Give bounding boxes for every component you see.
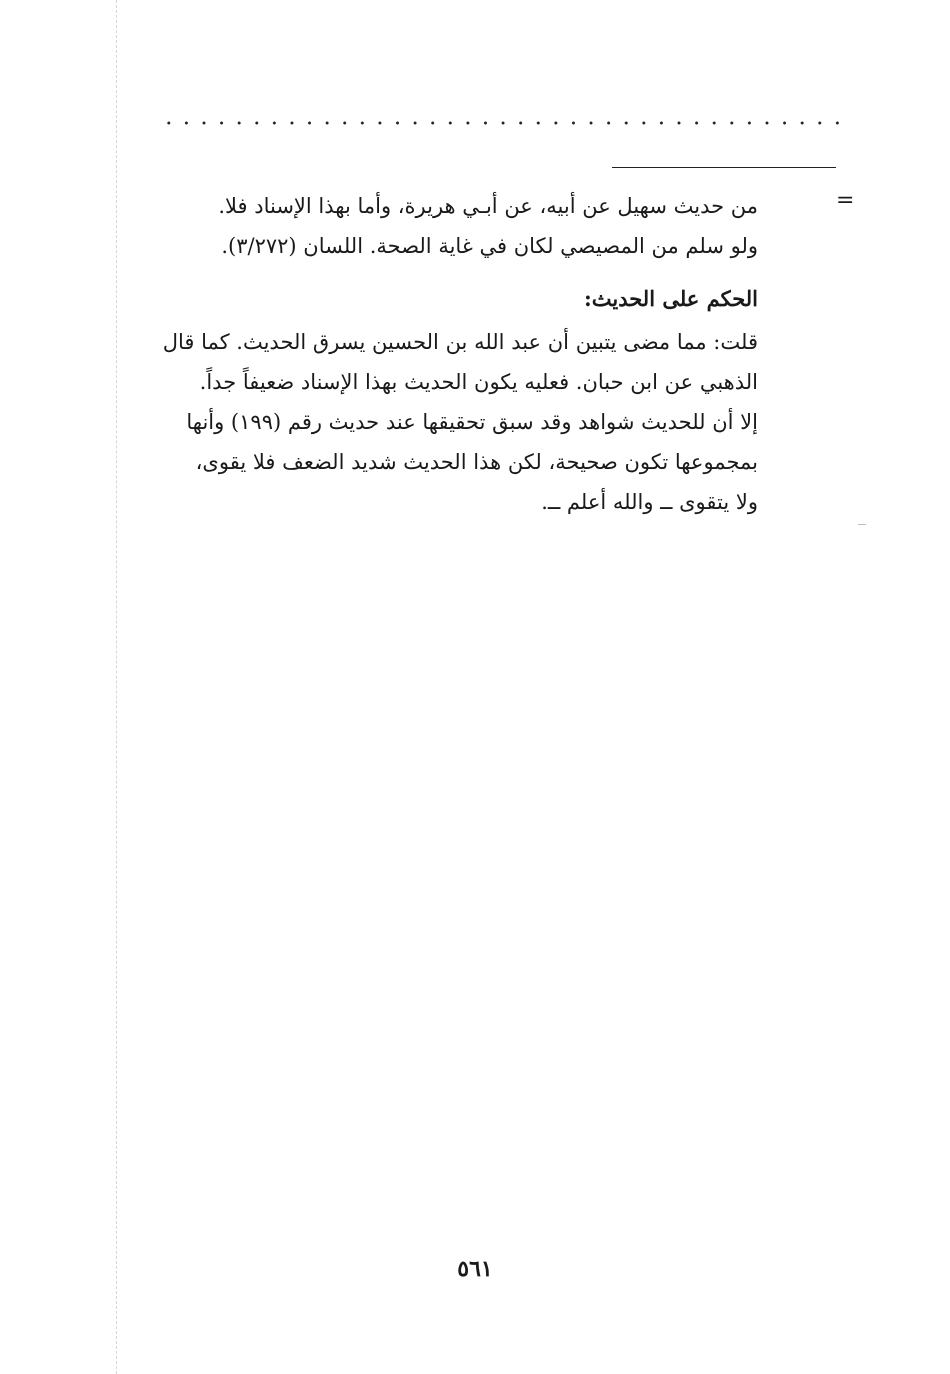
ruling-paragraph — [138, 322, 758, 522]
footnote-line: ولو سلم من المصيصي لكان في غاية الصحة. اللسان (٣/٢٧٢). — [221, 234, 758, 258]
paragraph-line: الذهبي عن ابن حبان. فعليه يكون الحديث بهذا الإسناد ضعيفاً جداً. — [199, 370, 758, 394]
paragraph-line: إلا أن للحديث شواهد وقد سبق تحقيقها عند حديث رقم (١٩٩) وأنها — [186, 410, 758, 434]
paragraph-line: ولا يتقوى ــ والله أعلم ــ. — [541, 490, 758, 514]
scan-edge-line — [116, 0, 117, 1374]
footnote-line: من حديث سهيل عن أبيه، عن أبـي هريرة، وأما بهذا الإسناد فلا. — [218, 194, 758, 218]
paragraph-line: بمجموعها تكون صحيحة، لكن هذا الحديث شديد الضعف فلا يقوى، — [195, 450, 758, 474]
margin-tick — [858, 524, 866, 525]
footnote-separator-rule — [612, 167, 836, 168]
section-heading: الحكم على الحديث: — [584, 286, 758, 311]
dotted-separator — [160, 121, 840, 125]
page-number: ٥٦١ — [457, 1256, 493, 1282]
footnote-continuation-mark: = — [836, 188, 855, 213]
paragraph-line: قلت: مما مضى يتبين أن عبد الله بن الحسين يسرق الحديث. كما قال — [162, 330, 758, 354]
footnote-text — [138, 186, 758, 266]
